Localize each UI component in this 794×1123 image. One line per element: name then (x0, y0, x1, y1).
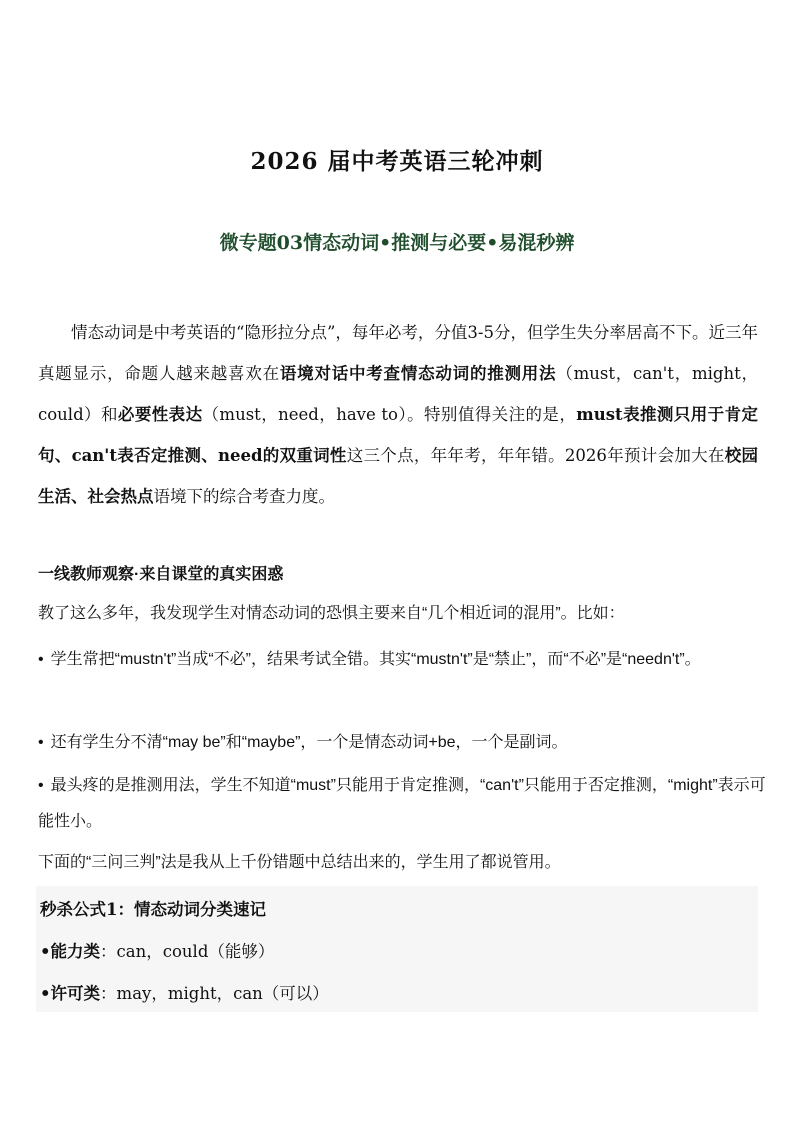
formula-heading (40, 896, 266, 920)
bullet-marker: • (40, 984, 51, 1003)
formula-item-text: ：can，could（能够） (100, 942, 275, 961)
formula-item-permission (40, 980, 329, 1004)
formula-item-ability (40, 938, 274, 962)
document-subtitle: 微专题03情态动词•推测与必要•易混秒辨 (219, 232, 575, 254)
formula-item-label: 能力类 (50, 942, 101, 961)
intro-text-5: 语境下的综合考查力度。 (153, 487, 335, 506)
formula-item-label: 许可类 (50, 984, 101, 1003)
bullet-text: 还有学生分不清“may be”和“maybe”，一个是情态动词+be，一个是副词。 (50, 734, 568, 751)
intro-text-3: （must，need，have to）。特别值得关注的是， (202, 405, 577, 424)
intro-text-4: 这三个点，年年考，年年错。2026年预计会加大在 (346, 446, 725, 465)
bullet-marker: • (38, 734, 44, 751)
bullet-marker: • (40, 942, 51, 961)
teacher-observation-heading: 一线教师观察·来自课堂的真实困惑 (38, 566, 284, 583)
intro-emphasis-2: 必要性表达 (117, 405, 203, 424)
teacher-closing-paragraph: 下面的“三问三判”法是我从上千份错题中总结出来的，学生用了都说管用。 (38, 854, 561, 871)
intro-text-2: （must，can't，might，could）和 (38, 364, 758, 424)
bullet-text: 学生常把“mustn't”当成“不必”，结果考试全错。其实“mustn't”是“禁止”，而“不必”是“needn't”。 (50, 651, 701, 668)
formula-heading-text: 秒杀公式1：情态动词分类速记 (40, 900, 266, 919)
intro-paragraph (38, 312, 758, 517)
intro-emphasis-3: must表推测只用于肯定句、can't表否定推测、need的双重词性 (38, 405, 759, 465)
intro-text-1: 情态动词是中考英语的“隐形拉分点”，每年必考，分值3-5分，但学生失分率居高不下。近三年真题显示，命题人越来越喜欢在 (38, 323, 758, 383)
formula-box (36, 886, 758, 1012)
bullet-item-3 (38, 768, 770, 840)
bullet-item-2 (38, 725, 770, 761)
bullet-marker: • (38, 651, 44, 668)
document-title: 2026 届中考英语三轮冲刺 (250, 148, 544, 175)
bullet-item-1 (38, 642, 770, 678)
formula-item-text: ：may，might，can（可以） (100, 984, 329, 1003)
teacher-paragraph: 教了这么多年，我发现学生对情态动词的恐惧主要来自“几个相近词的混用”。比如： (38, 605, 625, 622)
bullet-text: 最头疼的是推测用法，学生不知道“must”只能用于肯定推测，“can't”只能用于否定推测，“might”表示可能性小。 (38, 777, 766, 830)
intro-emphasis-4: 校园生活、社会热点 (38, 446, 759, 506)
bullet-marker: • (38, 777, 44, 794)
intro-emphasis-1: 语境对话中考查情态动词的推测用法 (279, 364, 557, 383)
